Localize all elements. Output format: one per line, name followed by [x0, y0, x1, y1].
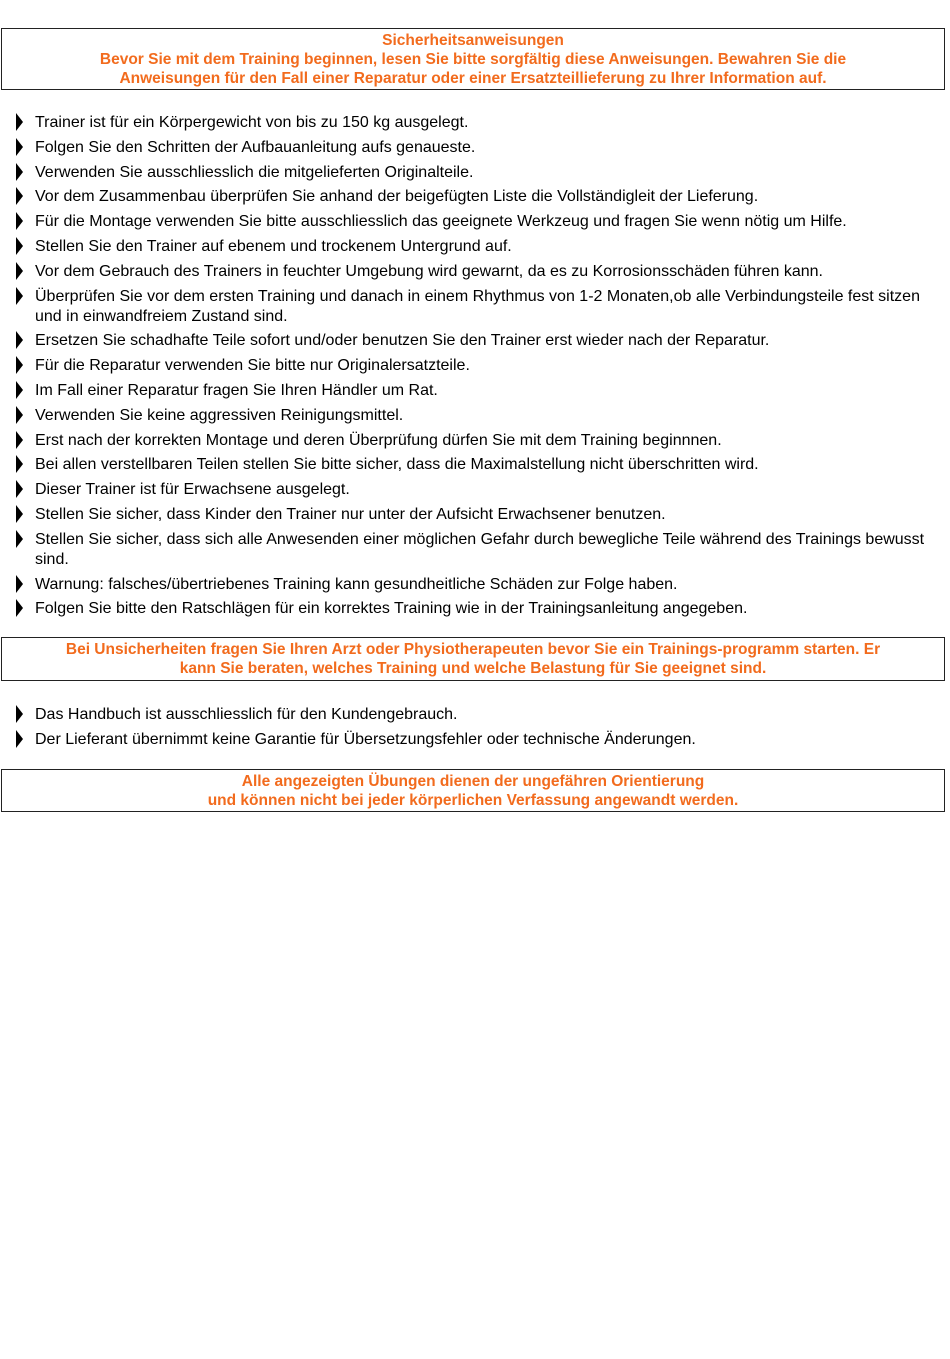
triangle-right-icon — [16, 599, 23, 617]
list-item: Folgen Sie bitte den Ratschlägen für ein korrektes Training wie in der Trainingsanleitung angegeben. — [13, 599, 933, 619]
safety-intro-line-1: Bevor Sie mit dem Training beginnen, lesen Sie bitte sorgfältig diese Anweisungen. Bewahren Sie die — [99, 51, 847, 68]
triangle-right-icon — [16, 431, 23, 449]
list-item: Für die Reparatur verwenden Sie bitte nur Originalersatzteile. — [13, 356, 933, 376]
list-item: Warnung: falsches/übertriebenes Training kann gesundheitliche Schäden zur Folge haben. — [13, 575, 933, 595]
triangle-right-icon — [16, 730, 23, 748]
list-item: Das Handbuch ist ausschliesslich für den Kundengebrauch. — [13, 705, 933, 725]
safety-title: Sicherheitsanweisungen — [382, 32, 564, 49]
list-item: Bei allen verstellbaren Teilen stellen Sie bitte sicher, dass die Maximalstellung nicht überschritten wird. — [13, 455, 933, 475]
list-item: Verwenden Sie ausschliesslich die mitgelieferten Originalteile. — [13, 163, 933, 183]
triangle-right-icon — [16, 705, 23, 723]
list-item: Der Lieferant übernimmt keine Garantie für Übersetzungsfehler oder technische Änderungen. — [13, 730, 933, 750]
triangle-right-icon — [16, 262, 23, 280]
triangle-right-icon — [16, 237, 23, 255]
list-item: Im Fall einer Reparatur fragen Sie Ihren Händler um Rat. — [13, 381, 933, 401]
triangle-right-icon — [16, 505, 23, 523]
list-item: Für die Montage verwenden Sie bitte ausschliesslich das geeignete Werkzeug und fragen Sie wenn nötig um Hilfe. — [13, 212, 933, 232]
triangle-right-icon — [16, 163, 23, 181]
list-item: Vor dem Gebrauch des Trainers in feuchter Umgebung wird gewarnt, da es zu Korrosionsschäden führen kann. — [13, 262, 933, 282]
safety-intro-line-2: Anweisungen für den Fall einer Reparatur oder einer Ersatzteillieferung zu Ihrer Information auf. — [119, 70, 827, 87]
list-item: Stellen Sie den Trainer auf ebenem und trockenem Untergrund auf. — [13, 237, 933, 257]
list-item: Vor dem Zusammenbau überprüfen Sie anhand der beigefügten Liste die Vollständigleit der Lieferung. — [13, 187, 933, 207]
exercise-notice-line-1: Alle angezeigten Übungen dienen der ungefähren Orientierung — [241, 773, 705, 790]
triangle-right-icon — [16, 480, 23, 498]
safety-instructions-header — [1, 28, 945, 90]
manual-notes-list — [13, 705, 933, 755]
safety-instructions-list — [13, 113, 933, 624]
list-item: Trainer ist für ein Körpergewicht von bis zu 150 kg ausgelegt. — [13, 113, 933, 133]
doctor-advice-notice — [1, 637, 945, 681]
exercise-notice-line-2: und können nicht bei jeder körperlichen Verfassung angewandt werden. — [207, 792, 739, 809]
triangle-right-icon — [16, 113, 23, 131]
triangle-right-icon — [16, 187, 23, 205]
list-item: Stellen Sie sicher, dass Kinder den Trainer nur unter der Aufsicht Erwachsener benutzen. — [13, 505, 933, 525]
triangle-right-icon — [16, 381, 23, 399]
triangle-right-icon — [16, 356, 23, 374]
list-item: Ersetzen Sie schadhafte Teile sofort und/oder benutzen Sie den Trainer erst wieder nach der Reparatur. — [13, 331, 933, 351]
triangle-right-icon — [16, 331, 23, 349]
list-item: Verwenden Sie keine aggressiven Reinigungsmittel. — [13, 406, 933, 426]
triangle-right-icon — [16, 138, 23, 156]
list-item: Dieser Trainer ist für Erwachsene ausgelegt. — [13, 480, 933, 500]
exercise-orientation-notice — [1, 769, 945, 812]
list-item: Stellen Sie sicher, dass sich alle Anwesenden einer möglichen Gefahr durch bewegliche Teile während des Trainings bewusst sind. — [13, 530, 933, 570]
triangle-right-icon — [16, 530, 23, 548]
list-item: Überprüfen Sie vor dem ersten Training und danach in einem Rhythmus von 1-2 Monaten,ob alle Verbindungsteile fest sitzen und in einwandfreiem Zustand sind. — [13, 287, 933, 327]
doctor-advice-line-1: Bei Unsicherheiten fragen Sie Ihren Arzt oder Physiotherapeuten bevor Sie ein Trainings-programm starten. Er — [65, 641, 881, 658]
triangle-right-icon — [16, 575, 23, 593]
triangle-right-icon — [16, 287, 23, 305]
list-item: Folgen Sie den Schritten der Aufbauanleitung aufs genaueste. — [13, 138, 933, 158]
list-item: Erst nach der korrekten Montage und deren Überprüfung dürfen Sie mit dem Training beginnnen. — [13, 431, 933, 451]
triangle-right-icon — [16, 406, 23, 424]
triangle-right-icon — [16, 212, 23, 230]
triangle-right-icon — [16, 455, 23, 473]
doctor-advice-line-2: kann Sie beraten, welches Training und welche Belastung für Sie geeignet sind. — [179, 660, 767, 677]
